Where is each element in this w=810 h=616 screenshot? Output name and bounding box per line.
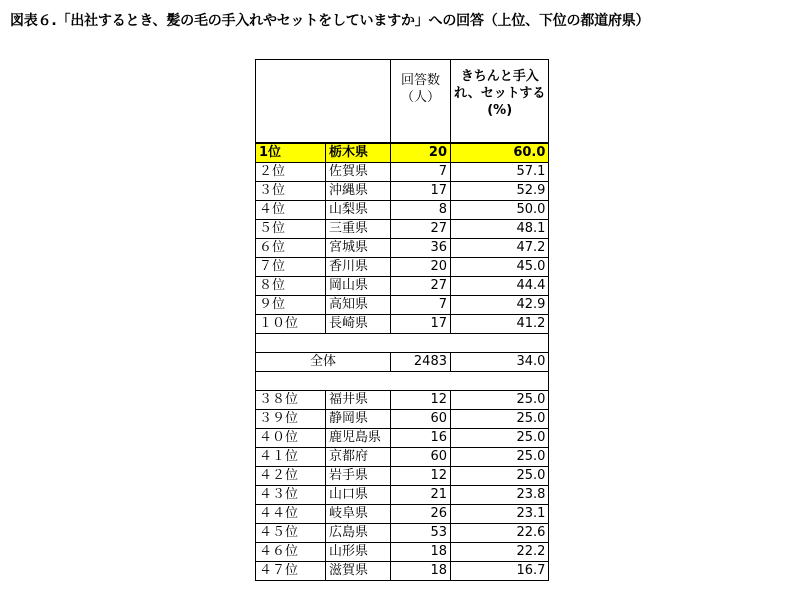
rank-cell: ４７位 [256, 562, 326, 581]
count-cell: 60 [391, 448, 451, 467]
count-cell: 20 [391, 258, 451, 277]
percent-cell: 25.0 [451, 467, 549, 486]
count-cell: 7 [391, 163, 451, 182]
rank-cell: ５位 [256, 220, 326, 239]
percent-cell: 57.1 [451, 163, 549, 182]
prefecture-cell: 岩手県 [326, 467, 391, 486]
header-count-cell [391, 60, 451, 144]
prefecture-cell: 静岡県 [326, 410, 391, 429]
header-count-unit: （人） [400, 90, 440, 105]
count-cell: 27 [391, 277, 451, 296]
table-row [256, 258, 549, 277]
count-cell: 7 [391, 296, 451, 315]
total-label-cell: 全体 [256, 353, 391, 372]
count-cell: 12 [391, 391, 451, 410]
rank-cell: ７位 [256, 258, 326, 277]
prefecture-cell: 高知県 [326, 296, 391, 315]
rank-cell: ６位 [256, 239, 326, 258]
rank-cell: ４位 [256, 201, 326, 220]
prefecture-cell: 京都府 [326, 448, 391, 467]
count-cell: 21 [391, 486, 451, 505]
rank-cell: ４０位 [256, 429, 326, 448]
header-count-label: 回答数 [400, 73, 440, 88]
prefecture-cell: 岡山県 [326, 277, 391, 296]
percent-cell: 25.0 [451, 429, 549, 448]
prefecture-cell: 佐賀県 [326, 163, 391, 182]
percent-cell: 16.7 [451, 562, 549, 581]
table-row [256, 543, 549, 562]
table-row [256, 448, 549, 467]
spacer-row [256, 372, 549, 391]
percent-cell: 45.0 [451, 258, 549, 277]
rank-cell: １０位 [256, 315, 326, 334]
prefecture-cell: 広島県 [326, 524, 391, 543]
table-row [256, 201, 549, 220]
spacer-cell [256, 372, 549, 391]
count-cell: 8 [391, 201, 451, 220]
rank-cell: ４２位 [256, 467, 326, 486]
table-row [256, 220, 549, 239]
rank-cell: ２位 [256, 163, 326, 182]
header-pref-cell [326, 60, 391, 144]
rank-cell: ９位 [256, 296, 326, 315]
total-row [256, 353, 549, 372]
header-row [256, 60, 549, 144]
percent-cell: 52.9 [451, 182, 549, 201]
count-cell: 36 [391, 239, 451, 258]
rank-cell: ４３位 [256, 486, 326, 505]
table-row [256, 315, 549, 334]
rank-cell: ３位 [256, 182, 326, 201]
table-row [256, 410, 549, 429]
prefecture-cell: 山口県 [326, 486, 391, 505]
ranking-table [255, 59, 549, 581]
count-cell: 60 [391, 410, 451, 429]
count-cell: 20 [391, 143, 451, 163]
percent-cell: 41.2 [451, 315, 549, 334]
prefecture-cell: 栃木県 [326, 143, 391, 163]
percent-cell: 25.0 [451, 448, 549, 467]
table-row [256, 429, 549, 448]
percent-cell: 22.2 [451, 543, 549, 562]
rank-cell: ４４位 [256, 505, 326, 524]
percent-cell: 25.0 [451, 391, 549, 410]
count-cell: 12 [391, 467, 451, 486]
table-row [256, 524, 549, 543]
table-row [256, 277, 549, 296]
header-pct-unit: (%) [487, 103, 513, 118]
rank-cell: ４５位 [256, 524, 326, 543]
spacer-row [256, 334, 549, 353]
count-cell: 27 [391, 220, 451, 239]
prefecture-cell: 山梨県 [326, 201, 391, 220]
prefecture-cell: 長崎県 [326, 315, 391, 334]
count-cell: 17 [391, 315, 451, 334]
table-row [256, 505, 549, 524]
table-row [256, 486, 549, 505]
count-cell: 26 [391, 505, 451, 524]
percent-cell: 42.9 [451, 296, 549, 315]
rank-cell: ３９位 [256, 410, 326, 429]
count-cell: 17 [391, 182, 451, 201]
percent-cell: 60.0 [451, 143, 549, 163]
percent-cell: 44.4 [451, 277, 549, 296]
table-row [256, 467, 549, 486]
percent-cell: 50.0 [451, 201, 549, 220]
header-pct-label-1: きちんと手入 [460, 69, 539, 84]
rank-cell: ３８位 [256, 391, 326, 410]
header-rank-cell [256, 60, 326, 144]
total-percent-cell: 34.0 [451, 353, 549, 372]
spacer-cell [256, 334, 549, 353]
prefecture-cell: 滋賀県 [326, 562, 391, 581]
page-title: 図表６.「出社するとき、髪の毛の手入れやセットをしていますか」への回答（上位、下位の都道府県） [10, 13, 650, 29]
prefecture-cell: 香川県 [326, 258, 391, 277]
table-row [256, 562, 549, 581]
header-pct-cell [451, 60, 549, 144]
prefecture-cell: 三重県 [326, 220, 391, 239]
prefecture-cell: 福井県 [326, 391, 391, 410]
count-cell: 18 [391, 562, 451, 581]
table-row [256, 239, 549, 258]
table-row [256, 296, 549, 315]
percent-cell: 25.0 [451, 410, 549, 429]
prefecture-cell: 鹿児島県 [326, 429, 391, 448]
prefecture-cell: 岐阜県 [326, 505, 391, 524]
percent-cell: 48.1 [451, 220, 549, 239]
table-row [256, 182, 549, 201]
rank-cell: ４６位 [256, 543, 326, 562]
count-cell: 53 [391, 524, 451, 543]
percent-cell: 23.1 [451, 505, 549, 524]
count-cell: 16 [391, 429, 451, 448]
table-row [256, 143, 549, 163]
count-cell: 18 [391, 543, 451, 562]
rank-cell: ４１位 [256, 448, 326, 467]
prefecture-cell: 山形県 [326, 543, 391, 562]
percent-cell: 23.8 [451, 486, 549, 505]
header-pct-label-2: れ、セットする [454, 86, 546, 101]
total-count-cell: 2483 [391, 353, 451, 372]
percent-cell: 22.6 [451, 524, 549, 543]
ranking-table-body [256, 60, 549, 581]
percent-cell: 47.2 [451, 239, 549, 258]
table-row [256, 163, 549, 182]
prefecture-cell: 宮城県 [326, 239, 391, 258]
rank-cell: 1位 [256, 143, 326, 163]
rank-cell: ８位 [256, 277, 326, 296]
prefecture-cell: 沖縄県 [326, 182, 391, 201]
table-row [256, 391, 549, 410]
